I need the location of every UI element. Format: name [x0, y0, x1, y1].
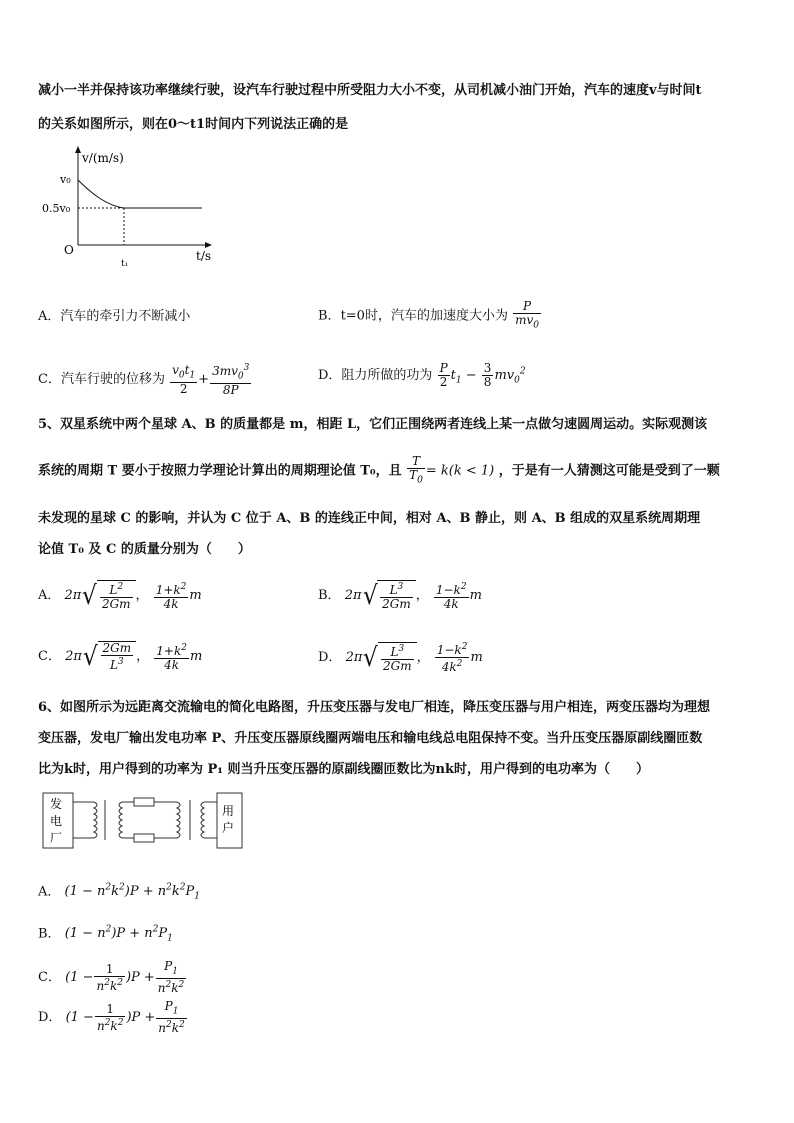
q5-line2-b: ，于是有一人猜测这可能是受到了一颗 — [498, 463, 720, 479]
y-axis-arrow — [75, 146, 81, 153]
q6-option-c: C． (1 − $\frac{1}{n^2k^2}$ )P + $\frac{P_1}{n^2k^2}$ — [38, 959, 185, 996]
half-v0-label: 0.5v₀ — [42, 202, 71, 215]
user-char-2: 户 — [222, 821, 235, 835]
plant-char-2: 电 — [50, 814, 63, 828]
q5-option-b: B． 2π√ $\frac{L^3}{2Gm}$ ， $\frac{1-k^2}{4k}$ m — [318, 580, 482, 611]
step-down-secondary-coil — [201, 802, 204, 838]
x-axis-arrow — [205, 242, 212, 248]
q5-option-d-label: D． — [318, 650, 342, 665]
plant-char-1: 发 — [50, 797, 63, 811]
q4-option-d-prefix: D．阻力所做的功为 — [318, 368, 433, 383]
q4-option-b-fraction: $\frac{P}{mv_0}$ — [515, 299, 539, 331]
q5-line2: 系统的周期 T 要小于按照力学理论计算出的周期理论值 T₀，且 $\frac{T}{T_0}$ = k(k < 1) ，于是有一人猜测这可能是受到了一颗 — [38, 454, 720, 486]
step-up-primary-coil — [94, 802, 97, 838]
v0-label: v₀ — [60, 173, 71, 186]
q5-option-d: D． 2π√ $\frac{L^3}{2Gm}$ ， $\frac{1-k^2}{4k^2}$ m — [318, 642, 483, 674]
q5-ratio-fraction: $\frac{T}{T_0}$ — [409, 454, 423, 486]
q4-option-a: A．汽车的牵引力不断减小 — [38, 309, 191, 324]
q4-intro-line1: 减小一半并保持该功率继续行驶，设汽车行驶过程中所受阻力大小不变，从司机减小油门开始，汽车的速度v与时间t — [38, 83, 702, 98]
q5-option-c-label: C． — [38, 649, 61, 664]
x-axis-label: t/s — [196, 249, 212, 263]
q6-option-a-label: A． — [38, 884, 61, 900]
q4-option-b-prefix: B． — [318, 308, 341, 324]
q6-line3: 比为k时，用户得到的功率为 P₁ 则当升压变压器的原副线圈匝数比为nk时，用户得到的电功率为（ ） — [38, 762, 649, 777]
q5-option-a-label: A． — [38, 588, 61, 603]
q4-intro-line2: 的关系如图所示，则在0～t1时间内下列说法正确的是 — [38, 117, 349, 132]
q6-option-b-label: B． — [38, 926, 61, 942]
line-resistor-bottom — [134, 834, 154, 842]
q6-line1: 6、如图所示为远距离交流输电的简化电路图，升压变压器与发电厂相连，降压变压器与用户相连，两变压器均为理想 — [38, 700, 711, 715]
q5-line4: 论值 T₀ 及 C 的质量分别为（ ） — [38, 542, 251, 557]
step-up-secondary-coil — [119, 802, 122, 838]
q4-option-c: C．汽车行驶的位移为 $\frac{v_0t_1}{2}$ + $\frac{3mv_0^3}{8P}$ — [38, 362, 250, 398]
q6-option-d: D． (1 − $\frac{1}{n^2k^2}$ )P + $\frac{P_1}{n^2k^2}$ — [38, 999, 185, 1036]
q4-option-c-frac1: $\frac{v_0t_1}{2}$ — [172, 362, 196, 396]
plant-char-3: 厂 — [50, 831, 63, 845]
q5-option-b-label: B． — [318, 588, 341, 603]
y-axis-label: v/(m/s) — [82, 151, 124, 165]
t1-label: t₁ — [121, 259, 129, 269]
q5-option-c: C． 2π√ $\frac{2Gm}{L^3}$ ， $\frac{1+k^2}{4k}$ m — [38, 641, 203, 672]
user-char-1: 用 — [222, 804, 235, 818]
q4-option-b-text: t=0时，汽车的加速度大小为 — [340, 308, 508, 324]
step-down-primary-coil — [177, 802, 180, 838]
velocity-time-graph — [38, 140, 238, 280]
origin-label: O — [64, 243, 74, 257]
q4-option-d-frac2: $\frac{3}{8}$ — [483, 361, 492, 389]
q4-option-d-frac1: $\frac{P}{2}$ — [439, 361, 448, 389]
transmission-circuit-diagram — [42, 790, 252, 852]
q6-option-a: A． $(1 - n^2k^2)P + n^2k^2P_1$ — [38, 883, 200, 902]
q6-option-b: B． $(1 - n^2)P + n^2P_1$ — [38, 925, 173, 944]
q4-option-c-prefix: C．汽车行驶的位移为 — [38, 372, 165, 388]
q6-line2: 变压器，发电厂输出发电功率 P、升压变压器原线圈两端电压和输电线总电阻保持不变。当升压变压器原副线圈匝数 — [38, 731, 703, 746]
q4-option-d: D．阻力所做的功为 $\frac{P}{2}$ $t_1$ − $\frac{3}{8}$ $mv_0^2$ — [318, 361, 526, 389]
q6-option-c-label: C． — [38, 970, 61, 986]
q4-option-b — [318, 300, 542, 332]
decay-curve — [78, 180, 124, 208]
q4-option-c-frac2: $\frac{3mv_0^3}{8P}$ — [212, 363, 250, 398]
q5-option-a: A． 2π√ $\frac{L^2}{2Gm}$ ， $\frac{1+k^2}{4k}$ m — [38, 580, 202, 611]
q5-line2-a: 系统的周期 T 要小于按照力学理论计算出的周期理论值 T₀，且 — [38, 463, 402, 479]
line-resistor-top — [134, 798, 154, 806]
q5-line1: 5、双星系统中两个星球 A、B 的质量都是 m，相距 L，它们正围绕两者连线上某一点做匀速圆周运动。实际观测该 — [38, 417, 708, 432]
q6-option-d-label: D． — [38, 1010, 62, 1026]
q5-line3: 未发现的星球 C 的影响，并认为 C 位于 A、B 的连线正中间，相对 A、B 静止，则 A、B 组成的双星系统周期理 — [38, 511, 701, 526]
